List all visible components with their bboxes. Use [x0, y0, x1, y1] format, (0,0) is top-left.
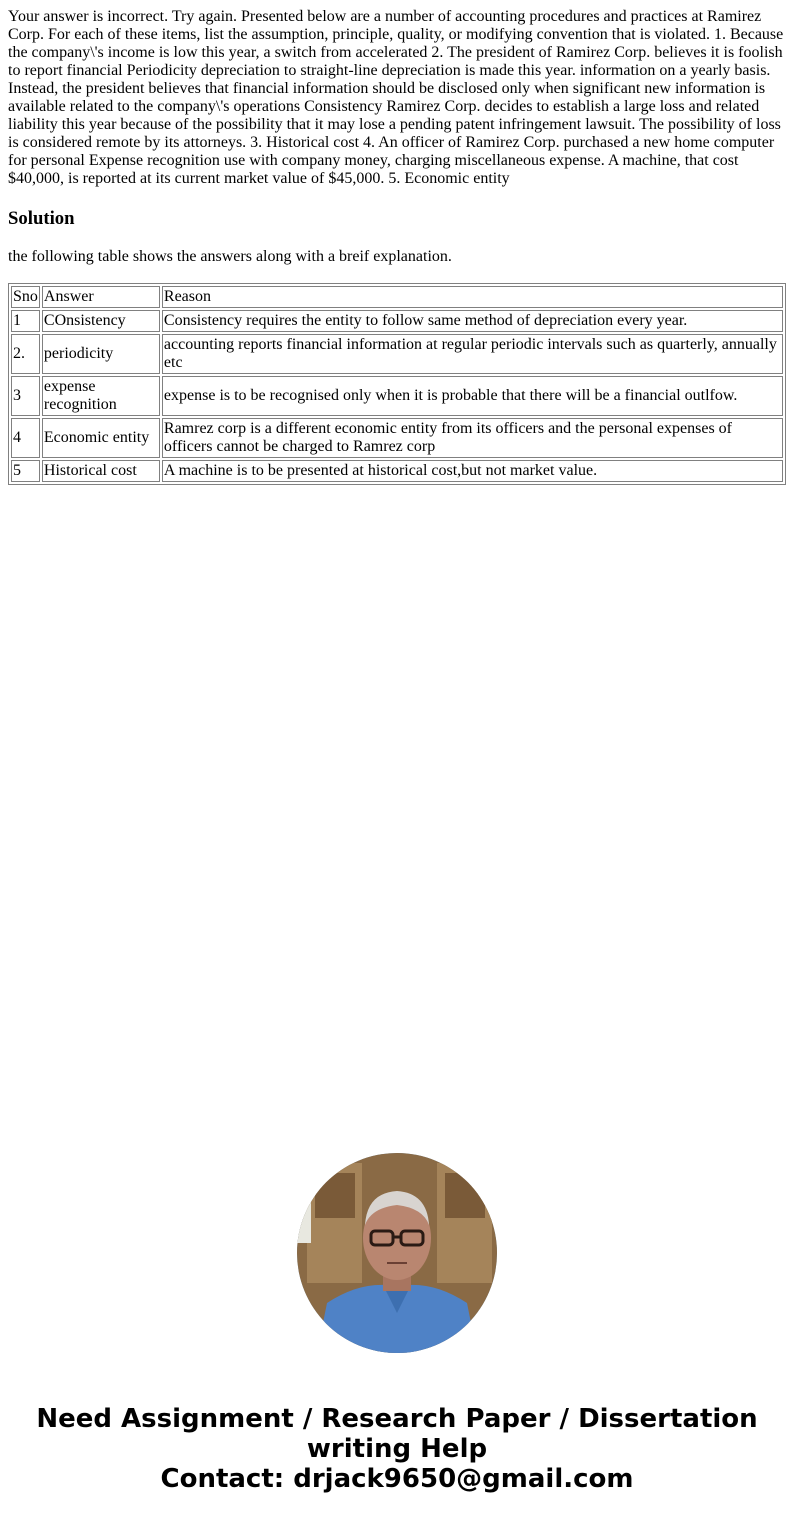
cell-reason: expense is to be recognised only when it is probable that there will be a financial outlfow. [162, 376, 783, 416]
table-header-row [11, 286, 783, 308]
cell-sno: 3 [11, 376, 40, 416]
person-photo-icon [297, 1153, 497, 1353]
table-row [11, 376, 783, 416]
solution-heading: Solution [8, 208, 75, 229]
table-row [11, 418, 783, 458]
document-content [8, 8, 786, 485]
cell-reason: accounting reports financial information at regular periodic intervals such as quarterly, annually etc [162, 334, 783, 374]
footer-line-2: writing Help [306, 1434, 488, 1464]
table-row [11, 460, 783, 482]
cell-answer: expense recognition [42, 376, 160, 416]
table-row [11, 310, 783, 332]
cell-sno: 1 [11, 310, 40, 332]
table-row [11, 334, 783, 374]
header-sno: Sno [11, 286, 40, 308]
header-reason: Reason [162, 286, 783, 308]
header-answer: Answer [42, 286, 160, 308]
cell-reason: A machine is to be presented at historical cost,but not market value. [162, 460, 783, 482]
answers-table [8, 283, 786, 485]
tutor-avatar [297, 1153, 497, 1353]
footer-line-1: Need Assignment / Research Paper / Dissertation [36, 1404, 758, 1434]
cell-answer: COnsistency [42, 310, 160, 332]
solution-intro: the following table shows the answers along with a breif explanation. [8, 248, 452, 265]
footer-contact: Contact: drjack9650@gmail.com [160, 1464, 634, 1494]
cell-reason: Ramrez corp is a different economic entity from its officers and the personal expenses of officers cannot be charged to Ramrez corp [162, 418, 783, 458]
cell-answer: Historical cost [42, 460, 160, 482]
cell-answer: Economic entity [42, 418, 160, 458]
footer-banner [0, 1404, 794, 1494]
cell-reason: Consistency requires the entity to follow same method of depreciation every year. [162, 310, 783, 332]
cell-sno: 4 [11, 418, 40, 458]
cell-answer: periodicity [42, 334, 160, 374]
cell-sno: 5 [11, 460, 40, 482]
cell-sno: 2. [11, 334, 40, 374]
question-text: Your answer is incorrect. Try again. Presented below are a number of accounting procedures and practices at Ramirez Corp. For each of these items, list the assumption, principle, quality, or modifying convention that is violated. 1. Because the company\'s income is low this year, a switch from accelerated 2. The president of Ramirez Corp. believes it is foolish to report financial Periodicity depreciation to straight-line depreciation is made this year. information on a yearly basis. Instead, the president believes that financial information should be disclosed only when significant new information is available related to the company\'s operations Consistency Ramirez Corp. decides to establish a large loss and related liability this year because of the possibility that it may lose a pending patent infringement lawsuit. The possibility of loss is considered remote by its attorneys. 3. Historical cost 4. An officer of Ramirez Corp. purchased a new home computer for personal Expense recognition use with company money, charging miscellaneous expense. A machine, that cost $40,000, is reported at its current market value of $45,000. 5. Economic entity [8, 8, 784, 187]
